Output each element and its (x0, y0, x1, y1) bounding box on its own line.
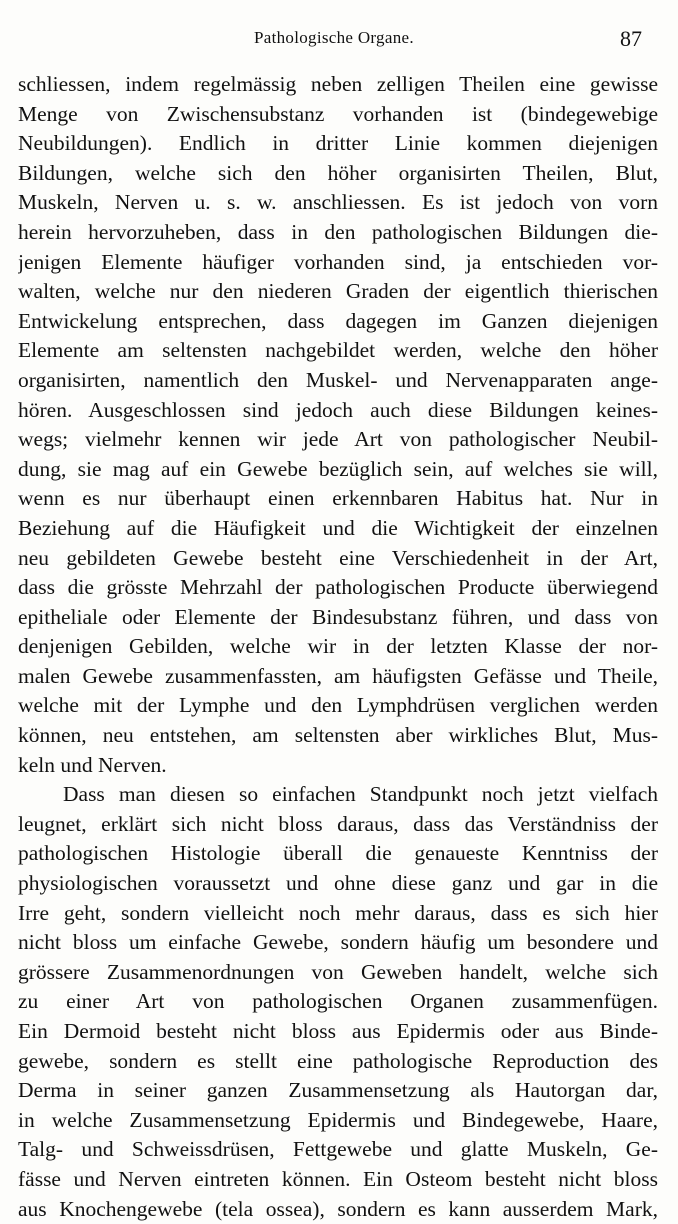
body-text (18, 70, 658, 1224)
text-line: können, neu entstehen, am seltensten aber wirkliches Blut, Mus- (18, 723, 658, 748)
text-line: Bildungen, welche sich den höher organisirten Theilen, Blut, (18, 160, 658, 185)
text-line: hören. Ausgeschlossen sind jedoch auch diese Bildungen keines- (18, 397, 658, 422)
text-line: dass die grösste Mehrzahl der pathologischen Producte überwiegend (18, 575, 658, 600)
text-line: nicht bloss um einfache Gewebe, sondern häufig um besondere und (18, 930, 658, 955)
text-line: wegs; vielmehr kennen wir jede Art von pathologischer Neubil- (18, 427, 658, 452)
text-line: neu gebildeten Gewebe besteht eine Verschiedenheit in der Art, (18, 545, 658, 570)
text-line: grössere Zusammenordnungen von Geweben handelt, welche sich (18, 959, 658, 984)
text-line: in welche Zusammensetzung Epidermis und Bindegewebe, Haare, (18, 1107, 658, 1132)
text-line: pathologischen Histologie überall die genaueste Kenntniss der (18, 841, 658, 866)
text-line: Neubildungen). Endlich in dritter Linie kommen diejenigen (18, 131, 658, 156)
text-line: Irre geht, sondern vielleicht noch mehr daraus, dass es sich hier (18, 900, 658, 925)
text-line: zu einer Art von pathologischen Organen zusammenfügen. (18, 989, 658, 1014)
text-line: Elemente am seltensten nachgebildet werden, welche den höher (18, 338, 658, 363)
text-line: Talg- und Schweissdrüsen, Fettgewebe und glatte Muskeln, Ge- (18, 1137, 658, 1162)
text-line: herein hervorzuheben, dass in den pathologischen Bildungen die- (18, 219, 658, 244)
text-line: organisirten, namentlich den Muskel- und Nervenapparaten ange- (18, 367, 658, 392)
text-line: epitheliale oder Elemente der Bindesubstanz führen, und dass von (18, 604, 658, 629)
text-line: gewebe, sondern es stellt eine pathologische Reproduction des (18, 1048, 658, 1073)
text-line: aus Knochengewebe (tela ossea), sondern es kann ausserdem Mark, (18, 1196, 658, 1221)
paragraph-2 (18, 780, 658, 1224)
text-line: Derma in seiner ganzen Zusammensetzung als Hautorgan dar, (18, 1078, 658, 1103)
text-line: denjenigen Gebilden, welche wir in der letzten Klasse der nor- (18, 634, 658, 659)
text-line: Menge von Zwischensubstanz vorhanden ist (bindegewebige (18, 101, 658, 126)
text-line: Dass man diesen so einfachen Standpunkt noch jetzt vielfach (63, 782, 658, 807)
text-line: welche mit der Lymphe und den Lymphdrüsen verglichen werden (18, 693, 658, 718)
text-line: malen Gewebe zusammenfassten, am häufigsten Gefässe und Theile, (18, 663, 658, 688)
text-line: keln und Nerven. (18, 752, 167, 777)
text-line: Beziehung auf die Häufigkeit und die Wichtigkeit der einzelnen (18, 515, 658, 540)
text-line: Ein Dermoid besteht nicht bloss aus Epidermis oder aus Binde- (18, 1019, 658, 1043)
text-line: fässe und Nerven eintreten können. Ein Osteom besteht nicht bloss (18, 1166, 658, 1191)
running-head (0, 26, 678, 56)
text-line: leugnet, erklärt sich nicht bloss daraus, dass das Verständniss der (18, 811, 658, 836)
text-line: physiologischen voraussetzt und ohne diese ganz und gar in die (18, 871, 658, 896)
text-line: Muskeln, Nerven u. s. w. anschliessen. Es ist jedoch von vorn (18, 190, 658, 215)
text-line: jenigen Elemente häufiger vorhanden sind, ja entschieden vor- (18, 249, 658, 274)
text-line: Entwickelung entsprechen, dass dagegen im Ganzen diejenigen (18, 308, 658, 333)
text-line: schliessen, indem regelmässig neben zelligen Theilen eine gewisse (18, 72, 658, 96)
paragraph-1 (18, 70, 658, 780)
running-title: Pathologische Organe. (254, 28, 414, 47)
text-line: wenn es nur überhaupt einen erkennbaren Habitus hat. Nur in (18, 486, 658, 511)
text-line: dung, sie mag auf ein Gewebe bezüglich sein, auf welches sie will, (18, 456, 658, 481)
page-number: 87 (620, 26, 642, 51)
text-line: walten, welche nur den niederen Graden der eigentlich thierischen (18, 279, 658, 304)
